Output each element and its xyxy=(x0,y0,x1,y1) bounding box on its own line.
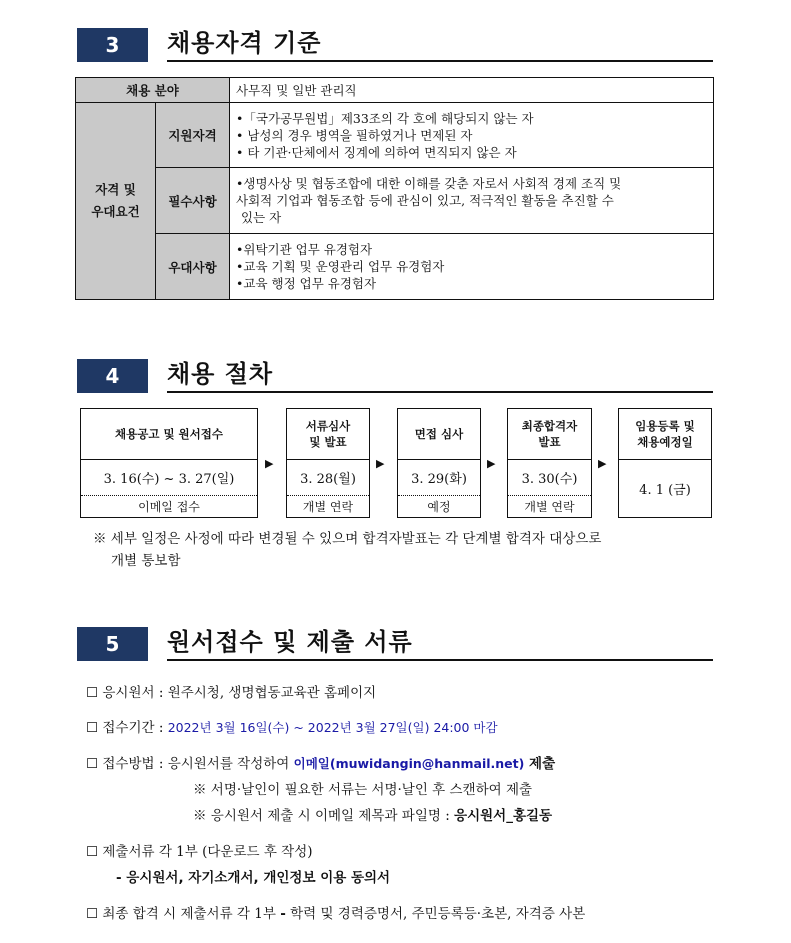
section-underline xyxy=(167,659,713,661)
section-number: 4 xyxy=(77,359,148,393)
content-line: 있는 자 xyxy=(241,210,282,225)
final-documents-label: ☐ 최종 합격 시 제출서류 각 1부 xyxy=(86,906,281,922)
row-content xyxy=(230,168,714,234)
period-value: 2022년 3월 16일(수) ~ 2022년 3월 27일(일) 24:00 마감 xyxy=(167,720,498,735)
content-line: •교육 기획 및 운영관리 업무 유경험자 xyxy=(236,259,445,274)
method-suffix: 제출 xyxy=(524,756,556,772)
field-header: 채용 분야 xyxy=(76,78,230,103)
group-label-line: 자격 및 xyxy=(95,182,136,197)
content-line: 사회적 기업과 협동조합 등에 관심이 있고, 적극적인 활동을 추진할 수 xyxy=(236,193,614,208)
content-line: •생명사상 및 협동조합에 대한 이해를 갖춘 자로서 사회적 경제 조직 및 xyxy=(236,176,622,191)
group-label xyxy=(76,103,156,300)
field-value: 사무직 및 일반 관리직 xyxy=(230,78,714,103)
documents-item: ☐ 제출서류 각 1부 (다운로드 후 작성) xyxy=(86,844,313,860)
schedule-note xyxy=(93,528,733,572)
period-item xyxy=(86,716,498,736)
step-date: 4. 1 (금) xyxy=(639,483,691,498)
row-label: 우대사항 xyxy=(156,234,230,300)
filename-label: ※ 응시원서 제출 시 이메일 제목과 파일명 : xyxy=(193,808,455,824)
final-documents-dash: - xyxy=(280,906,286,922)
content-line: • 타 기관·단체에서 징계에 의하여 면직되지 않은 자 xyxy=(236,144,517,160)
final-documents-value: 학력 및 경력증명서, 주민등록등·초본, 자격증 사본 xyxy=(285,906,586,922)
row-label: 필수사항 xyxy=(156,168,230,234)
step-note: 개별 연락 xyxy=(302,500,354,514)
step-date: 3. 16(수) ~ 3. 27(일) xyxy=(81,460,257,496)
step-date: 3. 30(수) xyxy=(508,460,591,496)
arrow-icon: ▶ xyxy=(487,457,496,470)
email-link[interactable]: 이메일(muwidangin@hanmail.net) xyxy=(293,756,525,771)
note-line: 개별 통보함 xyxy=(111,553,181,569)
section-3-header xyxy=(77,28,713,62)
section-number: 5 xyxy=(77,627,148,661)
step-title: 면접 심사 xyxy=(398,409,480,460)
content-line: •위탁기관 업무 유경험자 xyxy=(236,242,373,257)
arrow-icon: ▶ xyxy=(598,457,607,470)
table-row xyxy=(76,103,714,168)
step-title: 서류심사 및 발표 xyxy=(287,409,369,460)
step-title: 채용공고 및 원서접수 xyxy=(81,409,257,460)
method-note: ※ 서명·날인이 필요한 서류는 서명·날인 후 스캔하여 제출 xyxy=(193,782,533,798)
section-title: 채용 절차 xyxy=(167,360,274,388)
process-step xyxy=(507,408,592,518)
process-step xyxy=(397,408,481,518)
documents-list: - 응시원서, 자기소개서, 개인정보 이용 동의서 xyxy=(116,870,391,886)
filename-value: 응시원서_홍길동 xyxy=(454,808,553,824)
section-title: 채용자격 기준 xyxy=(167,29,322,57)
step-note: 이메일 접수 xyxy=(138,500,200,514)
section-5-header xyxy=(77,627,713,661)
content-line: • 남성의 경우 병역을 필하였거나 면제된 자 xyxy=(236,127,473,143)
table-row xyxy=(76,78,714,103)
row-content xyxy=(230,234,714,300)
application-form-item: ☐ 응시원서 : 원주시청, 생명협동교육관 홈페이지 xyxy=(86,685,377,701)
step-note: 개별 연락 xyxy=(524,500,575,514)
step-date: 3. 29(화) xyxy=(398,460,480,496)
group-label-line: 우대요건 xyxy=(91,204,140,219)
section-title: 원서접수 및 제출 서류 xyxy=(167,628,413,656)
content-line: •「국가공무원법」제33조의 각 호에 해당되지 않는 자 xyxy=(236,110,534,126)
method-label: ☐ 접수방법 : 응시원서를 작성하여 xyxy=(86,756,294,772)
arrow-icon: ▶ xyxy=(265,457,274,470)
content-line: •교육 행정 업무 유경험자 xyxy=(236,276,377,291)
process-step xyxy=(286,408,370,518)
method-note xyxy=(193,804,552,824)
section-underline xyxy=(167,391,713,393)
note-line: ※ 세부 일정은 사정에 따라 변경될 수 있으며 합격자발표는 각 단계별 합격자 대상으로 xyxy=(93,531,602,547)
section-underline xyxy=(167,60,713,62)
arrow-icon: ▶ xyxy=(376,457,385,470)
step-title: 임용등록 및 채용예정일 xyxy=(619,409,711,460)
qualification-table xyxy=(75,77,714,300)
step-note: 예정 xyxy=(427,500,451,514)
table-row xyxy=(76,234,714,300)
process-step xyxy=(80,408,258,518)
method-item xyxy=(86,752,555,772)
row-label: 지원자격 xyxy=(156,103,230,168)
row-content xyxy=(230,103,714,168)
period-label: ☐ 접수기간 : xyxy=(86,720,168,736)
section-4-header xyxy=(77,359,713,393)
final-documents-item xyxy=(86,902,585,922)
section-number: 3 xyxy=(77,28,148,62)
process-step xyxy=(618,408,712,518)
step-date: 3. 28(월) xyxy=(287,460,369,496)
table-row xyxy=(76,168,714,234)
step-title: 최종합격자 발표 xyxy=(508,409,591,460)
